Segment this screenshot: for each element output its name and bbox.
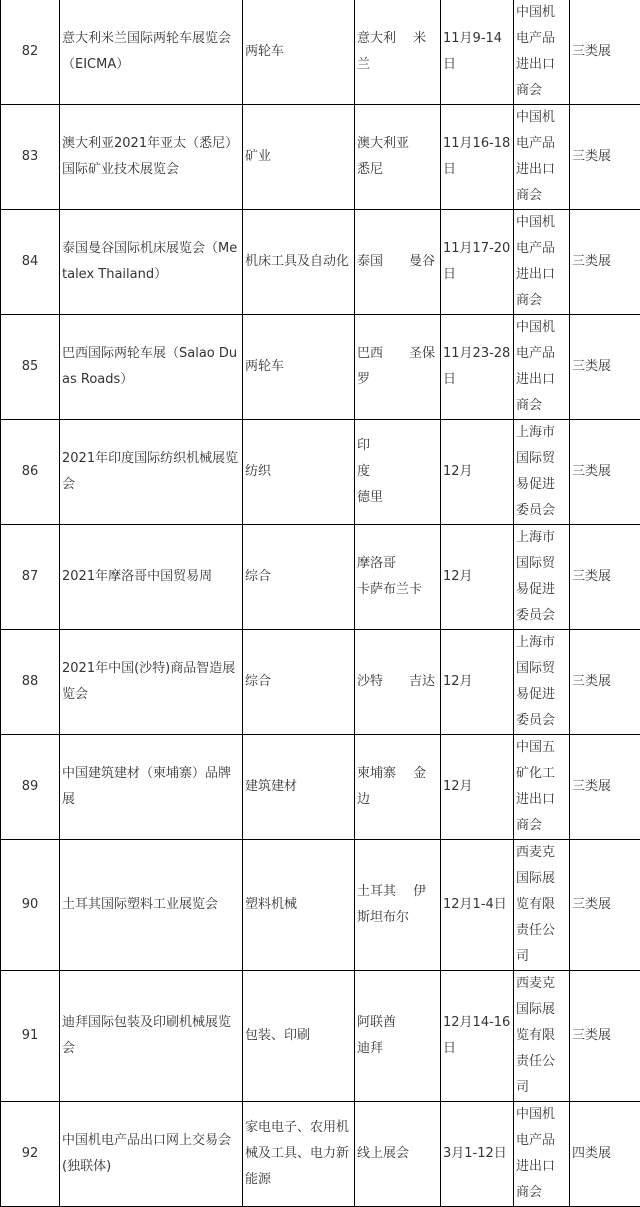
- row-number-cell: 86: [1, 420, 60, 525]
- date-cell: 12月14-16日: [441, 971, 514, 1102]
- date-cell: 12月: [441, 420, 514, 525]
- category-cell: 四类展: [570, 1102, 640, 1207]
- row-number-cell: 90: [1, 840, 60, 971]
- row-number-cell: 84: [1, 210, 60, 315]
- date-cell: 12月: [441, 735, 514, 840]
- organizer-cell: 西麦克国际展览有限责任公司: [514, 840, 570, 971]
- date-cell: 11月17-20日: [441, 210, 514, 315]
- industry-cell: 综合: [243, 525, 355, 630]
- organizer-cell: 中国机电产品进出口商会: [514, 315, 570, 420]
- table-row: [1, 525, 640, 630]
- industry-cell: 两轮车: [243, 315, 355, 420]
- table-row: [1, 420, 640, 525]
- organizer-cell: 中国机电产品进出口商会: [514, 1102, 570, 1207]
- table-row: [1, 0, 640, 105]
- date-cell: 11月9-14日: [441, 0, 514, 105]
- industry-cell: 包装、印刷: [243, 971, 355, 1102]
- row-number-cell: 87: [1, 525, 60, 630]
- industry-cell: 纺织: [243, 420, 355, 525]
- location-cell: 沙特 吉达: [355, 630, 441, 735]
- exhibition-name-cell: 巴西国际两轮车展（Salao Duas Roads）: [60, 315, 243, 420]
- organizer-cell: 上海市国际贸易促进委员会: [514, 630, 570, 735]
- exhibition-name-cell: 土耳其国际塑料工业展览会: [60, 840, 243, 971]
- table-row: [1, 210, 640, 315]
- exhibition-name-cell: 中国机电产品出口网上交易会(独联体): [60, 1102, 243, 1207]
- location-cell: 土耳其 伊斯坦布尔: [355, 840, 441, 971]
- industry-cell: 综合: [243, 630, 355, 735]
- row-number-cell: 91: [1, 971, 60, 1102]
- category-cell: 三类展: [570, 735, 640, 840]
- row-number-cell: 82: [1, 0, 60, 105]
- exhibition-name-cell: 2021年印度国际纺织机械展览会: [60, 420, 243, 525]
- exhibition-name-cell: 中国建筑建材（柬埔寨）品牌展: [60, 735, 243, 840]
- organizer-cell: 中国五矿化工进出口商会: [514, 735, 570, 840]
- industry-cell: 建筑建材: [243, 735, 355, 840]
- date-cell: 12月1-4日: [441, 840, 514, 971]
- location-cell: 线上展会: [355, 1102, 441, 1207]
- exhibition-name-cell: 迪拜国际包装及印刷机械展览会: [60, 971, 243, 1102]
- industry-cell: 家电电子、农用机械及工具、电力新能源: [243, 1102, 355, 1207]
- row-number-cell: 92: [1, 1102, 60, 1207]
- category-cell: 三类展: [570, 840, 640, 971]
- exhibition-name-cell: 泰国曼谷国际机床展览会（Metalex Thailand）: [60, 210, 243, 315]
- table-row: [1, 735, 640, 840]
- table-row: [1, 840, 640, 971]
- location-cell: 意大利 米兰: [355, 0, 441, 105]
- table-row: [1, 1102, 640, 1207]
- organizer-cell: 中国机电产品进出口商会: [514, 210, 570, 315]
- location-cell: 阿联酋 迪拜: [355, 971, 441, 1102]
- exhibition-name-cell: 意大利米兰国际两轮车展览会（EICMA）: [60, 0, 243, 105]
- location-cell: 澳大利亚 悉尼: [355, 105, 441, 210]
- row-number-cell: 85: [1, 315, 60, 420]
- industry-cell: 塑料机械: [243, 840, 355, 971]
- exhibition-name-cell: 澳大利亚2021年亚太（悉尼）国际矿业技术展览会: [60, 105, 243, 210]
- organizer-cell: 上海市国际贸易促进委员会: [514, 420, 570, 525]
- location-cell: 柬埔寨 金边: [355, 735, 441, 840]
- location-cell: 印 度 德里: [355, 420, 441, 525]
- organizer-cell: 上海市国际贸易促进委员会: [514, 525, 570, 630]
- exhibition-name-cell: 2021年中国(沙特)商品智造展览会: [60, 630, 243, 735]
- exhibition-name-cell: 2021年摩洛哥中国贸易周: [60, 525, 243, 630]
- industry-cell: 两轮车: [243, 0, 355, 105]
- date-cell: 3月1-12日: [441, 1102, 514, 1207]
- table-row: [1, 971, 640, 1102]
- table-row: [1, 630, 640, 735]
- organizer-cell: 西麦克国际展览有限责任公司: [514, 971, 570, 1102]
- category-cell: 三类展: [570, 315, 640, 420]
- table-row: [1, 315, 640, 420]
- category-cell: 三类展: [570, 420, 640, 525]
- industry-cell: 矿业: [243, 105, 355, 210]
- row-number-cell: 83: [1, 105, 60, 210]
- date-cell: 12月: [441, 630, 514, 735]
- organizer-cell: 中国机电产品进出口商会: [514, 0, 570, 105]
- location-cell: 泰国 曼谷: [355, 210, 441, 315]
- category-cell: 三类展: [570, 630, 640, 735]
- date-cell: 11月16-18日: [441, 105, 514, 210]
- date-cell: 11月23-28日: [441, 315, 514, 420]
- row-number-cell: 88: [1, 630, 60, 735]
- category-cell: 三类展: [570, 525, 640, 630]
- row-number-cell: 89: [1, 735, 60, 840]
- location-cell: 巴西 圣保罗: [355, 315, 441, 420]
- organizer-cell: 中国机电产品进出口商会: [514, 105, 570, 210]
- table-row: [1, 105, 640, 210]
- category-cell: 三类展: [570, 105, 640, 210]
- date-cell: 12月: [441, 525, 514, 630]
- location-cell: 摩洛哥 卡萨布兰卡: [355, 525, 441, 630]
- category-cell: 三类展: [570, 210, 640, 315]
- exhibition-table-body: [1, 0, 640, 1207]
- category-cell: 三类展: [570, 0, 640, 105]
- category-cell: 三类展: [570, 971, 640, 1102]
- industry-cell: 机床工具及自动化: [243, 210, 355, 315]
